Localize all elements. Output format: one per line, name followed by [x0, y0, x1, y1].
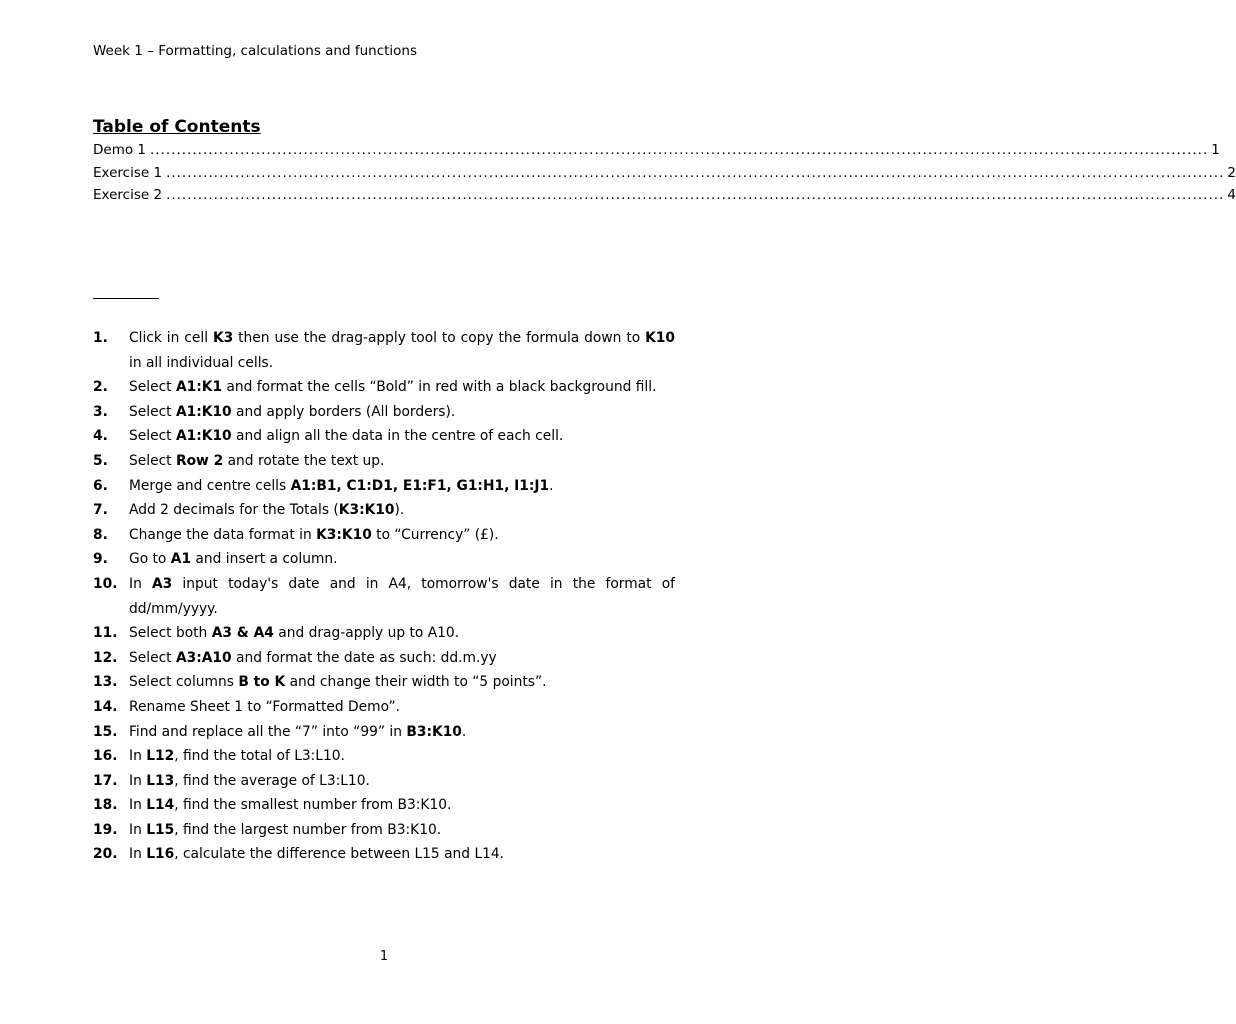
step-number: 19. — [93, 821, 118, 838]
step-text — [129, 621, 675, 646]
step-item — [93, 326, 675, 375]
step-text-run: to “Currency” (£). — [371, 526, 499, 543]
step-text-run: in all individual cells. — [129, 354, 274, 371]
step-text-run: Rename Sheet 1 to “Formatted Demo”. — [129, 698, 401, 715]
step-item — [93, 793, 675, 818]
step-item — [93, 720, 675, 745]
step-item — [93, 523, 675, 548]
step-cell-reference: L16 — [146, 846, 175, 863]
step-text-run: Add 2 decimals for the Totals ( — [129, 502, 339, 519]
step-text — [129, 818, 675, 843]
toc-entry-label: Demo 1 — [93, 142, 146, 158]
toc-leader-dots: ........................................................................................................................................................................................................ — [166, 187, 1225, 203]
step-number: 15. — [93, 723, 118, 740]
step-text-run: In — [129, 772, 147, 789]
step-text-run: In — [129, 575, 152, 592]
step-cell-reference: L13 — [146, 772, 175, 789]
step-text-run: and format the date as such: dd.m.yy — [231, 649, 497, 666]
step-text — [129, 547, 675, 572]
step-cell-reference: B to K — [238, 674, 286, 691]
step-item — [93, 646, 675, 671]
step-item — [93, 769, 675, 794]
step-text-run: and insert a column. — [191, 551, 338, 568]
step-number: 2. — [93, 379, 108, 396]
step-item — [93, 474, 675, 499]
step-text-run: and drag-apply up to A10. — [273, 625, 460, 642]
toc-entry-label: Exercise 1 — [93, 164, 163, 181]
step-cell-reference: A3 & A4 — [211, 625, 274, 642]
step-text-run: Select — [129, 452, 176, 469]
toc-entry-page: 1 — [1211, 142, 1220, 158]
step-text-run: . — [549, 477, 554, 494]
toc-entry-demo-1[interactable] — [93, 139, 1220, 162]
step-number: 7. — [93, 502, 108, 519]
step-text-run: Select columns — [129, 674, 239, 691]
step-text-run: , find the largest number from B3:K10. — [174, 821, 442, 838]
step-text — [129, 842, 675, 867]
step-text-run: and apply borders (All borders). — [231, 403, 456, 420]
step-number: 10. — [93, 575, 118, 592]
step-cell-reference: L14 — [146, 797, 175, 814]
step-text — [129, 424, 675, 449]
step-cell-reference: A1 — [170, 551, 192, 568]
step-text — [129, 449, 675, 474]
step-cell-reference: K3:K10 — [338, 502, 395, 519]
step-text-run: Select — [129, 428, 176, 445]
step-number: 5. — [93, 452, 108, 469]
step-text-run: Change the data format in — [129, 526, 317, 543]
step-text — [129, 572, 675, 621]
step-item — [93, 572, 675, 621]
step-text-run: Find and replace all the “7” into “99” in — [129, 723, 407, 740]
step-text-run: Select — [129, 649, 176, 666]
toc-entry-label: Exercise 2 — [93, 187, 163, 203]
step-number: 17. — [93, 772, 118, 789]
step-item — [93, 695, 675, 720]
step-text-run: Select both — [129, 625, 212, 642]
step-text-run: In — [129, 821, 147, 838]
step-text — [129, 720, 675, 745]
step-text-run: Click in cell — [129, 330, 213, 346]
step-text-run: , find the smallest number from B3:K10. — [174, 797, 452, 814]
table-of-contents — [93, 139, 1236, 207]
step-text-run: Go to — [129, 551, 171, 568]
step-text-run: ). — [394, 502, 405, 519]
step-item — [93, 621, 675, 646]
step-item — [93, 842, 675, 867]
step-text-run: , find the average of L3:L10. — [174, 772, 370, 789]
step-cell-reference: B3:K10 — [406, 723, 462, 740]
toc-entry-exercise-2[interactable] — [93, 184, 1236, 207]
step-number: 9. — [93, 551, 108, 568]
step-text-run: In — [129, 846, 147, 863]
step-item — [93, 547, 675, 572]
step-text-run: , find the total of L3:L10. — [174, 748, 345, 765]
step-text — [129, 375, 675, 400]
step-item — [93, 375, 675, 400]
step-text-run: and format the cells “Bold” in red with a black background fill. — [222, 379, 657, 396]
step-number: 16. — [93, 748, 118, 765]
step-cell-reference: A1:K10 — [175, 403, 232, 420]
step-text-run: . — [461, 723, 467, 740]
step-text — [129, 326, 675, 375]
step-text — [129, 744, 675, 769]
step-cell-reference: A1:K10 — [175, 428, 232, 445]
step-text-run: In — [129, 797, 147, 814]
step-text — [129, 498, 675, 523]
page-number: 1 — [379, 949, 389, 964]
step-cell-reference: Row 2 — [175, 452, 224, 469]
step-text — [129, 695, 675, 720]
step-cell-reference: L15 — [146, 821, 175, 838]
step-text — [129, 474, 675, 499]
step-text-run: input today's date and in A4, tomorrow's date in the format of dd/mm/yyyy. — [129, 575, 675, 617]
toc-entry-page: 4 — [1227, 187, 1236, 203]
step-text — [129, 769, 675, 794]
page-header: Week 1 – Formatting, calculations and functions — [93, 43, 418, 59]
step-text-run: Select — [129, 379, 176, 396]
toc-entry-page: 2 — [1227, 164, 1236, 181]
step-number: 12. — [93, 649, 118, 666]
step-cell-reference: K10 — [645, 330, 675, 346]
step-number: 3. — [93, 403, 108, 420]
step-number: 8. — [93, 526, 108, 543]
toc-entry-exercise-1[interactable] — [93, 162, 1236, 185]
step-number: 18. — [93, 797, 118, 814]
step-number: 14. — [93, 698, 118, 715]
step-cell-reference: L12 — [146, 748, 175, 765]
step-text — [129, 670, 675, 695]
step-item — [93, 449, 675, 474]
step-item — [93, 400, 675, 425]
step-cell-reference: K3 — [212, 330, 234, 346]
step-number: 6. — [93, 477, 108, 494]
step-text-run: In — [129, 748, 147, 765]
step-number: 20. — [93, 846, 118, 863]
step-item — [93, 818, 675, 843]
toc-leader-dots: ........................................................................................................................................................................................................ — [166, 164, 1225, 181]
step-item — [93, 744, 675, 769]
instruction-list — [93, 326, 675, 867]
step-number: 4. — [93, 428, 108, 445]
step-cell-reference: A3 — [151, 575, 173, 592]
step-cell-reference: K3:K10 — [316, 526, 372, 543]
step-text-run: then use the drag-apply tool to copy the formula down to — [233, 330, 646, 346]
section-divider-line — [93, 298, 159, 299]
toc-leader-dots: ........................................................................................................................................................................................................ — [150, 142, 1209, 158]
step-number: 11. — [93, 625, 118, 642]
step-text-run: and change their width to “5 points”. — [285, 674, 547, 691]
step-cell-reference: A1:K1 — [175, 379, 223, 396]
step-text — [129, 400, 675, 425]
step-text-run: and align all the data in the centre of each cell. — [231, 428, 564, 445]
step-item — [93, 498, 675, 523]
step-item — [93, 670, 675, 695]
step-text-run: Merge and centre cells — [129, 477, 291, 494]
step-number: 1. — [93, 330, 108, 346]
step-text-run: Select — [129, 403, 176, 420]
step-text-run: and rotate the text up. — [223, 452, 385, 469]
step-text — [129, 646, 675, 671]
toc-title: Table of Contents — [93, 117, 261, 137]
step-item — [93, 424, 675, 449]
step-text — [129, 793, 675, 818]
step-text-run: , calculate the difference between L15 and L14. — [174, 846, 505, 863]
step-cell-reference: A1:B1, C1:D1, E1:F1, G1:H1, I1:J1 — [290, 477, 550, 494]
step-number: 13. — [93, 674, 118, 691]
step-cell-reference: A3:A10 — [175, 649, 232, 666]
step-text — [129, 523, 675, 548]
